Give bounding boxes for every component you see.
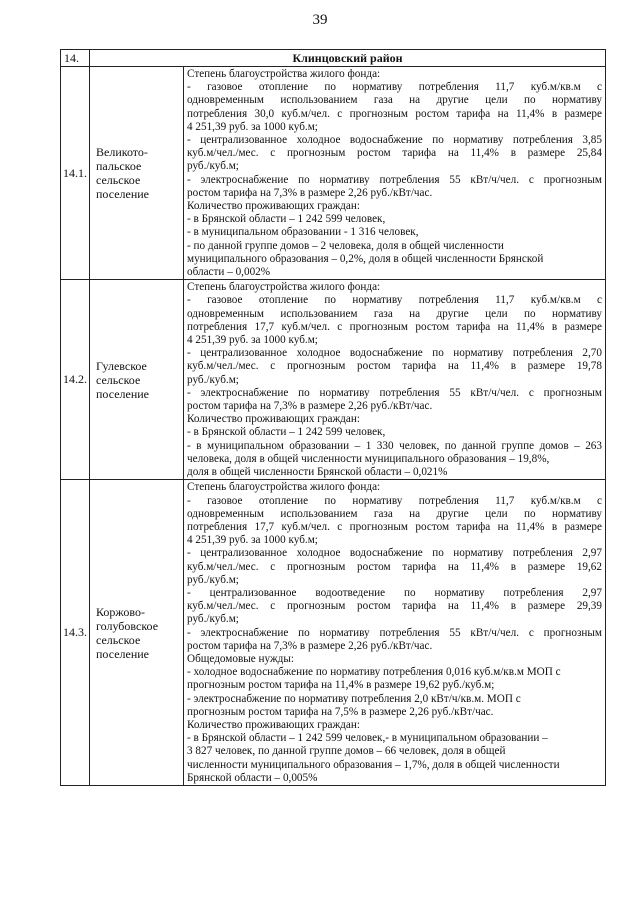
settlement-name-line: голубовское xyxy=(96,618,159,633)
district-title: Клинцовский район xyxy=(90,50,606,67)
description-line: - по данной группе домов – 2 человека, доля в общей численности xyxy=(187,239,504,252)
description-line: Брянской области – 0,005% xyxy=(187,771,318,784)
description-line: - в Брянской области – 1 242 599 человек, xyxy=(187,426,386,439)
description-line: одновременным использованием газа на другие цели по нормативу xyxy=(187,307,602,320)
description-line: Количество проживающих граждан: xyxy=(187,200,360,213)
description-line: - газовое отопление по нормативу потребления 11,7 куб.м/кв.м с xyxy=(187,494,602,507)
description-line: - электроснабжение по нормативу потребления 55 кВт/ч/чел. с прогнозным xyxy=(187,386,602,399)
description-line: - в Брянской области – 1 242 599 человек, xyxy=(187,213,386,226)
description-line: 4 251,39 руб. за 1000 куб.м; xyxy=(187,534,318,547)
description-line: куб.м/чел./мес. с прогнозным ростом тарифа на 11,4% в размере 29,39 xyxy=(187,600,602,613)
table-header-row xyxy=(61,50,606,67)
description-line: - в муниципальном образовании - 1 316 человек, xyxy=(187,226,419,239)
description-line: Степень благоустройства жилого фонда: xyxy=(187,481,381,494)
settlement-name-line: поселение xyxy=(96,187,150,202)
description-line: Степень благоустройства жилого фонда: xyxy=(187,68,381,80)
description-line: одновременным использованием газа на другие цели по нормативу xyxy=(187,94,602,107)
description-line: руб./куб.м; xyxy=(187,373,239,386)
description-line: - электроснабжение по нормативу потребления 55 кВт/ч/чел. с прогнозным xyxy=(187,173,602,186)
description-line: ростом тарифа на 7,3% в размере 2,26 руб./кВт/час. xyxy=(187,400,433,413)
description-line: потребления 17,7 куб.м/чел. с прогнозным ростом тарифа на 11,4% в размере xyxy=(187,320,602,333)
description-line: - холодное водоснабжение по нормативу потребления 0,016 куб.м/кв.м МОП с xyxy=(187,666,561,679)
description-line: Общедомовые нужды: xyxy=(187,652,294,665)
settlement-name xyxy=(90,480,184,786)
row-number: 14.1. xyxy=(61,67,90,280)
description-line: прогнозным ростом тарифа на 7,5% в размере 2,26 руб./кВт/час. xyxy=(187,705,494,718)
settlement-name-line: пальское xyxy=(96,159,142,174)
row-number: 14.2. xyxy=(61,280,90,480)
description-line: - электроснабжение по нормативу потребления 2,0 кВт/ч/кв.м. МОП с xyxy=(187,692,521,705)
description-line: куб.м/чел./мес. с прогнозным ростом тарифа на 11,4% в размере 19,62 xyxy=(187,560,602,573)
description-line: потребления 17,7 куб.м/чел. с прогнозным ростом тарифа на 11,4% в размере xyxy=(187,520,602,533)
description-line: области – 0,002% xyxy=(187,266,271,279)
row-number: 14.3. xyxy=(61,480,90,786)
table-row xyxy=(61,480,606,786)
description-line: численности муниципального образования – 1,7%, доля в общей численности xyxy=(187,758,560,771)
settlement-description xyxy=(184,280,606,480)
description-line: ростом тарифа на 7,3% в размере 2,26 руб./кВт/час. xyxy=(187,639,433,652)
description-line: - в муниципальном образовании – 1 330 человек, по данной группе домов – 263 xyxy=(187,439,602,452)
description-line: 4 251,39 руб. за 1000 куб.м; xyxy=(187,120,318,133)
description-line: 3 827 человек, по данной группе домов – 66 человек, доля в общей xyxy=(187,745,506,758)
description-line: - электроснабжение по нормативу потребления 55 кВт/ч/чел. с прогнозным xyxy=(187,626,602,639)
description-line: руб./куб.м; xyxy=(187,160,239,173)
description-line: муниципального образования – 0,2%, доля в общей численности Брянской xyxy=(187,252,544,265)
settlement-name-line: сельское xyxy=(96,632,141,647)
settlement-name-line: поселение xyxy=(96,386,150,401)
table-row xyxy=(61,280,606,480)
description-line: - централизованное водоотведение по нормативу потребления 2,97 xyxy=(187,586,602,599)
settlement-description xyxy=(184,67,606,280)
settlement-name-line: Гулевское xyxy=(96,358,147,373)
settlement-name-line: поселение xyxy=(96,646,150,661)
description-line: человека, доля в общей численности муниципального образования – 19,8%, xyxy=(187,452,550,465)
description-line: 4 251,39 руб. за 1000 куб.м; xyxy=(187,334,318,347)
page-number: 39 xyxy=(312,12,328,28)
table-row xyxy=(61,67,606,280)
settlement-description xyxy=(184,480,606,786)
description-line: Количество проживающих граждан: xyxy=(187,718,360,731)
description-line: - централизованное холодное водоснабжение по нормативу потребления 2,97 xyxy=(187,547,602,560)
settlement-name-line: Коржово- xyxy=(96,604,145,619)
description-line: Количество проживающих граждан: xyxy=(187,413,360,426)
description-line: доля в общей численности Брянской области – 0,021% xyxy=(187,466,448,479)
settlement-name xyxy=(90,280,184,480)
description-line: - централизованное холодное водоснабжение по нормативу потребления 2,70 xyxy=(187,347,602,360)
description-line: - в Брянской области – 1 242 599 человек,- в муниципальном образовании – xyxy=(187,732,548,745)
description-line: потребления 30,0 куб.м/чел. с прогнозным ростом тарифа на 11,4% в размере xyxy=(187,107,602,120)
settlement-name-line: Великото- xyxy=(96,145,148,160)
header-row-number: 14. xyxy=(61,50,90,67)
description-line: куб.м/чел./мес. с прогнозным ростом тарифа на 11,4% в размере 25,84 xyxy=(187,147,602,160)
description-line: куб.м/чел./мес. с прогнозным ростом тарифа на 11,4% в размере 19,78 xyxy=(187,360,602,373)
tariff-table xyxy=(60,49,606,786)
description-line: ростом тарифа на 7,3% в размере 2,26 руб./кВт/час. xyxy=(187,186,433,199)
description-line: - газовое отопление по нормативу потребления 11,7 куб.м/кв.м с xyxy=(187,81,602,94)
description-line: - централизованное холодное водоснабжение по нормативу потребления 3,85 xyxy=(187,134,602,147)
description-line: Степень благоустройства жилого фонда: xyxy=(187,281,381,294)
description-line: одновременным использованием газа на другие цели по нормативу xyxy=(187,507,602,520)
description-line: - газовое отопление по нормативу потребления 11,7 куб.м/кв.м с xyxy=(187,294,602,307)
settlement-name-line: сельское xyxy=(96,173,141,188)
settlement-name xyxy=(90,67,184,280)
settlement-name-line: сельское xyxy=(96,372,141,387)
description-line: руб./куб.м; xyxy=(187,613,239,626)
description-line: прогнозным ростом тарифа на 11,4% в размере 19,62 руб./куб.м; xyxy=(187,679,495,692)
description-line: руб./куб.м; xyxy=(187,573,239,586)
